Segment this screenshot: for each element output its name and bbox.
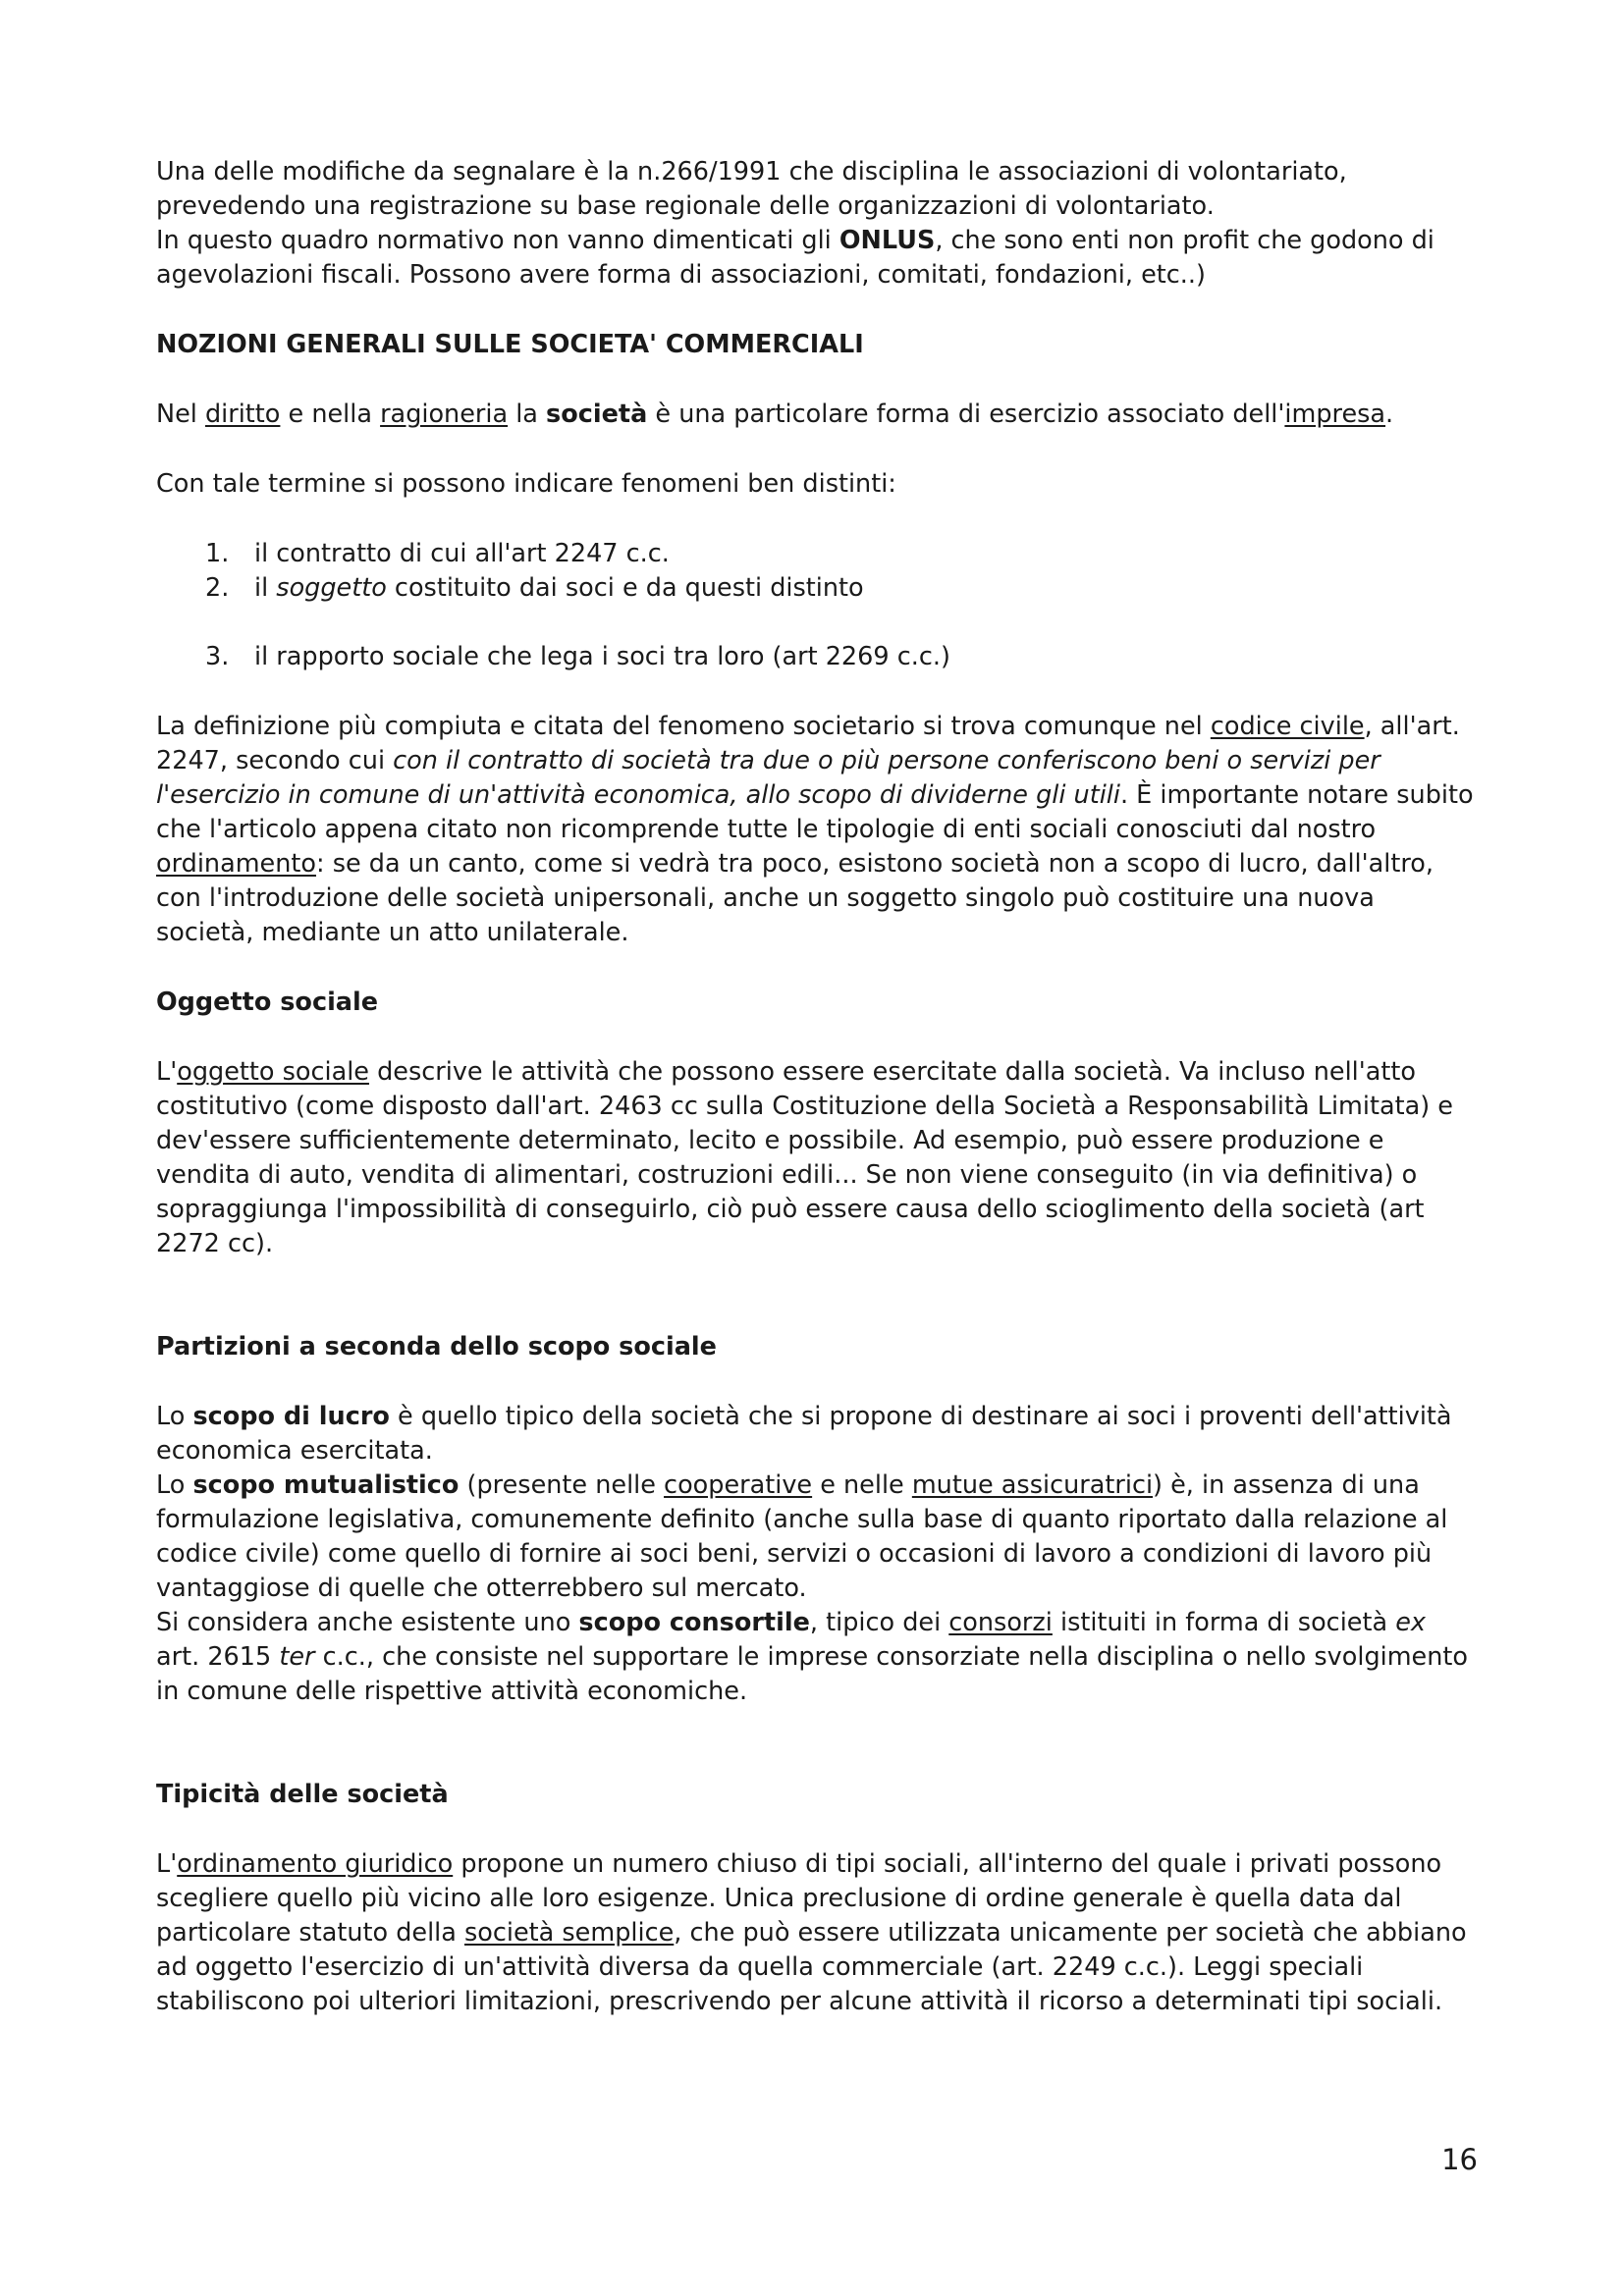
text: Nel xyxy=(156,400,205,429)
list-item xyxy=(156,640,1477,674)
intro-text: Una delle modifiche da segnalare è la n.266/1991 che disciplina le associazioni di volontariato, prevedendo una registrazione su base regionale delle organizzazioni di volontariato. xyxy=(156,157,1347,221)
text: : se da un canto, come si vedrà tra poco, esistono società non a scopo di lucro, dall'altro, con l'introduzione delle società unipersonali, anche un soggetto singolo può costituire una nuova società, mediante un atto unilaterale. xyxy=(156,849,1434,947)
text: , tipico dei xyxy=(809,1608,949,1637)
list-text: il rapporto sociale che lega i soci tra loro (art 2269 c.c.) xyxy=(254,642,950,671)
list-number: 3. xyxy=(205,642,230,671)
intro-text: In questo quadro normativo non vanno dimenticati gli xyxy=(156,226,839,255)
link-societa-semplice[interactable]: società semplice xyxy=(463,1918,675,1948)
text: , che può essere utilizzata unicamente per società che abbiano ad oggetto l'esercizio di un'attività diversa da quella commerciale (art. 2249 c.c.). Leggi speciali stabiliscono poi ulteriori limitazioni, prescrivendo per alcune attività il ricorso a determinati tipi sociali. xyxy=(156,1918,1467,2016)
section-heading-tipicita: Tipicità delle società xyxy=(156,1780,449,1809)
term-scopo-mutualistico: scopo mutualistico xyxy=(192,1470,460,1500)
link-codice-civile[interactable]: codice civile xyxy=(1210,712,1365,741)
text: propone un numero chiuso di tipi sociali, all'interno del quale i privati possono scegliere quello più vicino alle loro esigenze. Unica preclusione di ordine generale è quella data dal particolare statuto della xyxy=(156,1849,1442,1948)
term-ex: ex xyxy=(1395,1608,1426,1637)
list-number: 2. xyxy=(205,573,230,603)
text: è una particolare forma di esercizio associato dell' xyxy=(647,400,1285,429)
text: e nella xyxy=(280,400,381,429)
text: è quello tipico della società che si propone di destinare ai soci i proventi dell'attività economica esercitata. xyxy=(156,1402,1452,1466)
link-cooperative[interactable]: cooperative xyxy=(664,1470,813,1500)
text: Lo xyxy=(156,1402,193,1431)
page-number: 16 xyxy=(1441,2143,1478,2176)
text: (presente nelle xyxy=(459,1470,665,1500)
text: istituiti in forma di società xyxy=(1052,1608,1396,1637)
text: . È importante notare subito che l'articolo appena citato non ricomprende tutte le tipologie di enti sociali conosciuti dal nostro xyxy=(156,780,1474,844)
list-text: il xyxy=(254,573,277,603)
term-scopo-lucro: scopo di lucro xyxy=(192,1402,390,1431)
link-impresa[interactable]: impresa xyxy=(1284,400,1386,429)
text: descrive le attività che possono essere esercitate dalla società. Va incluso nell'atto costitutivo (come disposto dall'art. 2463 cc sulla Costituzione della Società a Responsabilità Limitata) e dev'essere sufficientemente determinato, lecito e possibile. Ad esempio, può essere produzione e vendita di auto, vendita di alimentari, costruzioni edili... Se non viene conseguito (in via definitiva) o sopraggiunga l'impossibilità di conseguirlo, ciò può essere causa dello scioglimento della società (art 2272 cc). xyxy=(156,1057,1453,1258)
link-mutue-assicuratrici[interactable]: mutue assicuratrici xyxy=(911,1470,1154,1500)
definition-detail-paragraph xyxy=(156,710,1477,950)
text: L' xyxy=(156,1849,178,1879)
definition-paragraph xyxy=(156,398,1477,432)
partizioni-paragraph xyxy=(156,1400,1477,1709)
link-oggetto-sociale[interactable]: oggetto sociale xyxy=(177,1057,369,1087)
text: art. 2615 xyxy=(156,1642,280,1672)
text: la xyxy=(508,400,547,429)
term-ter: ter xyxy=(279,1642,315,1672)
link-ordinamento[interactable]: ordinamento xyxy=(156,849,316,879)
link-consorzi[interactable]: consorzi xyxy=(948,1608,1053,1637)
oggetto-paragraph xyxy=(156,1055,1477,1261)
link-ordinamento-giuridico[interactable]: ordinamento giuridico xyxy=(177,1849,454,1879)
link-ragioneria[interactable]: ragioneria xyxy=(380,400,509,429)
text: . xyxy=(1385,400,1394,429)
numbered-list xyxy=(156,537,1477,674)
text: Lo xyxy=(156,1470,193,1500)
onlus-term: ONLUS xyxy=(839,226,936,255)
intro-text: , che sono enti non profit che godono di agevolazioni fiscali. Possono avere forma di associazioni, comitati, fondazioni, etc..) xyxy=(156,226,1434,290)
term-societa: società xyxy=(546,400,648,429)
list-number: 1. xyxy=(205,539,230,568)
section-heading-oggetto: Oggetto sociale xyxy=(156,988,379,1017)
link-diritto[interactable]: diritto xyxy=(204,400,281,429)
term-soggetto: soggetto xyxy=(276,573,387,603)
section-heading-nozioni: NOZIONI GENERALI SULLE SOCIETA' COMMERCIALI xyxy=(156,330,864,359)
section-heading-partizioni: Partizioni a seconda dello scopo sociale xyxy=(156,1332,717,1362)
text: L' xyxy=(156,1057,178,1087)
term-scopo-consortile: scopo consortile xyxy=(578,1608,810,1637)
text: La definizione più compiuta e citata del fenomeno societario si trova comunque nel xyxy=(156,712,1211,741)
text: ) è, in assenza di una formulazione legislativa, comunemente definito (anche sulla base di quanto riportato dalla relazione al codice civile) come quello di fornire ai soci beni, servizi o occasioni di lavoro a condizioni di lavoro più vantaggiose di quelle che otterrebbero sul mercato. xyxy=(156,1470,1448,1603)
quote-art-2247: con il contratto di società tra due o più persone conferiscono beni o servizi per l'esercizio in comune di un'attività economica, allo scopo di dividerne gli utili xyxy=(156,746,1380,810)
tipicita-paragraph xyxy=(156,1847,1477,2019)
list-item xyxy=(156,537,1477,571)
list-intro: Con tale termine si possono indicare fenomeni ben distinti: xyxy=(156,469,896,499)
list-item xyxy=(156,571,1477,606)
page-content xyxy=(156,155,1477,2019)
text: , all'art. 2247, secondo cui xyxy=(156,712,1460,775)
text: Si considera anche esistente uno xyxy=(156,1608,579,1637)
intro-paragraph xyxy=(156,155,1477,293)
text: c.c., che consiste nel supportare le imprese consorziate nella disciplina o nello svolgimento in comune delle rispettive attività economiche. xyxy=(156,1642,1469,1706)
text: e nelle xyxy=(812,1470,912,1500)
list-text: costituito dai soci e da questi distinto xyxy=(386,573,864,603)
list-text: il contratto di cui all'art 2247 c.c. xyxy=(254,539,670,568)
